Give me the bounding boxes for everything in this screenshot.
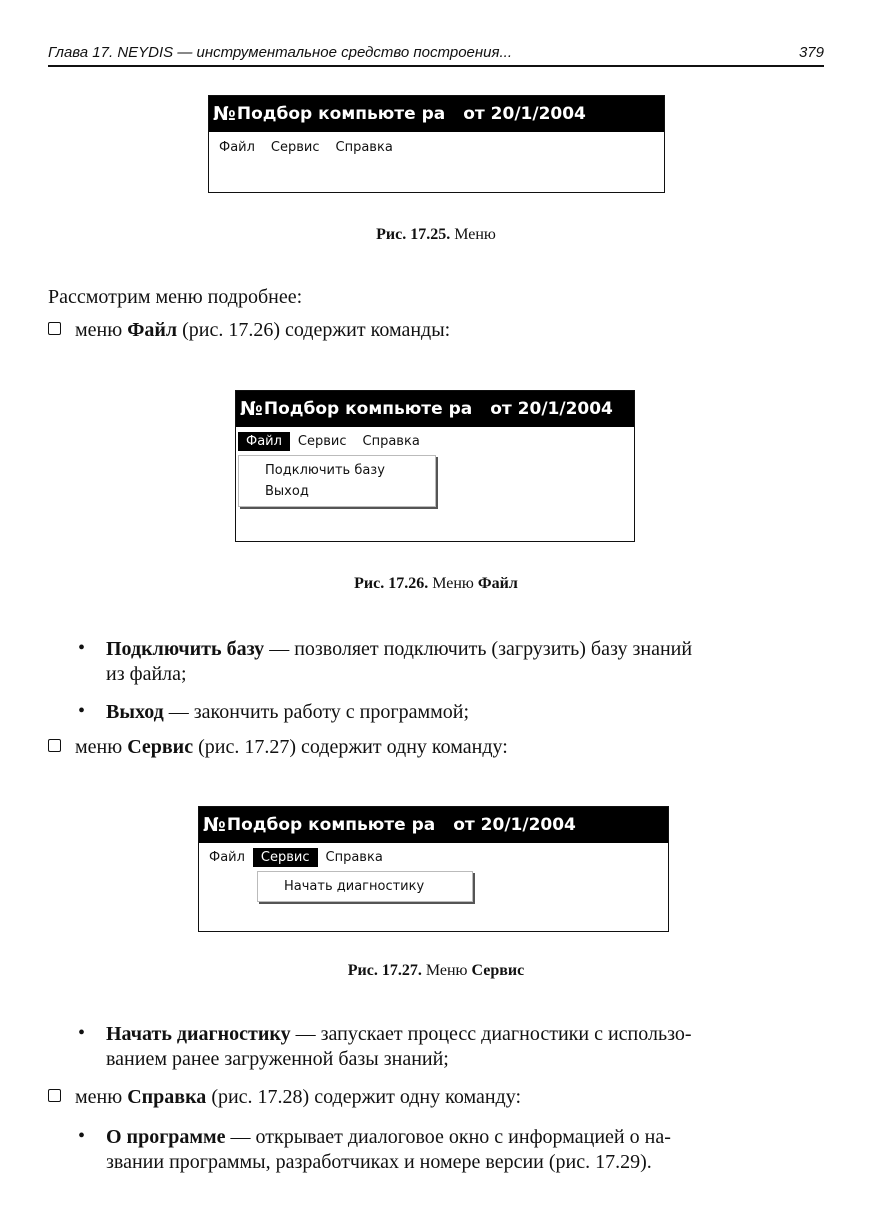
figure-label: Рис. 17.27. <box>347 962 422 979</box>
bullet-dot-icon: • <box>78 1125 86 1147</box>
menu-service[interactable]: Сервис <box>253 848 318 867</box>
service-dropdown-menu <box>257 871 473 902</box>
window-title: Подбор компьюте ра <box>263 399 473 419</box>
running-head <box>48 44 824 67</box>
menu-item-connect-base[interactable]: Подключить базу <box>265 463 385 478</box>
bullet-exit: Выход — закончить работу с программой; <box>106 701 470 723</box>
square-bullet-icon <box>48 322 61 335</box>
menubar <box>199 846 668 868</box>
menu-file[interactable]: Файл <box>209 849 245 865</box>
window-date: от 20/1/2004 <box>463 104 586 124</box>
figure-label: Рис. 17.25. <box>376 226 451 243</box>
menu-item-start-diagnostics[interactable]: Начать диагностику <box>284 879 425 894</box>
square-bullet-icon <box>48 1089 61 1102</box>
intro-paragraph: Рассмотрим меню подробнее: <box>48 286 303 308</box>
file-menu-paragraph: меню Файл (рис. 17.26) содержит команды: <box>48 318 450 343</box>
menubar <box>209 136 664 158</box>
bullet-dot-icon: • <box>78 637 86 659</box>
figure-caption: Рис. 17.26. Меню Файл <box>354 575 518 592</box>
figure-file-menu-screenshot <box>235 390 635 542</box>
figure-label: Рис. 17.26. <box>354 575 429 592</box>
menu-item-exit[interactable]: Выход <box>265 484 309 499</box>
window-titlebar <box>199 807 668 843</box>
window-date: от 20/1/2004 <box>490 399 613 419</box>
figure-menu-screenshot <box>208 95 665 193</box>
figure-service-menu-screenshot <box>198 806 669 932</box>
app-logo-icon: № <box>240 398 262 420</box>
service-menu-paragraph: меню Сервис (рис. 17.27) содержит одну команду: <box>48 735 508 760</box>
bullet-start-diagnostics: Начать диагностику — запускает процесс диагностики с использо- ванием ранее загруженной базы знаний; <box>106 1023 692 1070</box>
menu-service[interactable]: Сервис <box>297 433 347 449</box>
figure-caption: Рис. 17.27. Меню Сервис <box>347 962 525 979</box>
window-date: от 20/1/2004 <box>453 815 576 835</box>
bullet-connect-base: Подключить базу — позволяет подключить (загрузить) базу знаний из файла; <box>106 638 693 685</box>
chapter-title: Глава 17. NEYDIS — инструментальное средство построения... <box>48 44 512 61</box>
menu-help[interactable]: Справка <box>325 849 383 865</box>
bullet-dot-icon: • <box>78 700 86 722</box>
window-titlebar <box>236 391 634 427</box>
figure-caption-text: Меню <box>454 226 496 243</box>
help-menu-paragraph: меню Справка (рис. 17.28) содержит одну команду: <box>48 1085 521 1110</box>
bullet-about: О программе — открывает диалоговое окно с информацией о на- звании программы, разработчиках и номере версии (рис. 17.29). <box>106 1126 671 1173</box>
figure-caption <box>0 226 872 244</box>
window-title: Подбор компьюте ра <box>226 815 436 835</box>
menu-service[interactable]: Сервис <box>270 139 320 155</box>
app-logo-icon: № <box>203 814 225 836</box>
square-bullet-icon <box>48 739 61 752</box>
menu-file[interactable]: Файл <box>238 432 290 451</box>
menu-help[interactable]: Справка <box>362 433 420 449</box>
menubar <box>236 430 634 452</box>
file-dropdown-menu <box>238 455 436 507</box>
app-logo-icon: № <box>213 103 235 125</box>
bullet-dot-icon: • <box>78 1022 86 1044</box>
window-titlebar <box>209 96 664 132</box>
window-title: Подбор компьюте ра <box>236 104 446 124</box>
menu-file[interactable]: Файл <box>219 139 255 155</box>
page-number: 379 <box>798 44 824 61</box>
menu-help[interactable]: Справка <box>335 139 393 155</box>
